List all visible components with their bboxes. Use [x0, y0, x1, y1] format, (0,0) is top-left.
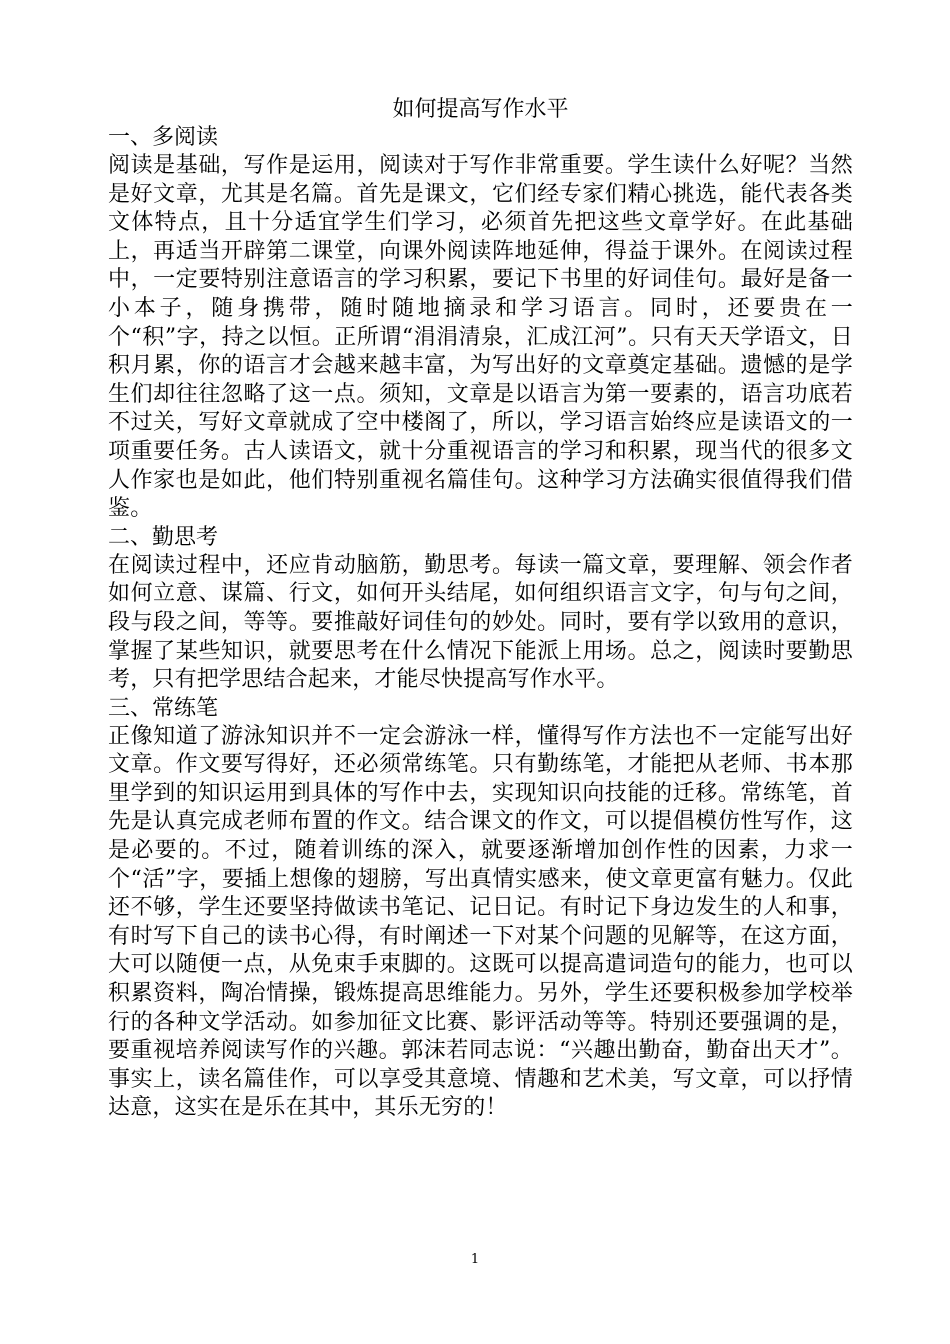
- page-number: 1: [470, 1252, 480, 1267]
- section-practice-writing: [108, 695, 853, 1123]
- document-page: [108, 96, 853, 1123]
- section-paragraph: 正像知道了游泳知识并不一定会游泳一样，懂得写作方法也不一定能写出好文章。作文要写得好，还必须常练笔。只有勤练笔，才能把从老师、书本那里学到的知识运用到具体的写作中去，实现知识向技能的迁移。常练笔，首先是认真完成老师布置的作文。结合课文的作文，可以提倡模仿性写作，这是必要的。不过，随着训练的深入，就要逐渐增加创作性的因素，力求一个“活”字，要插上想像的翅膀，写出真情实感来，使文章更富有魅力。仅此还不够，学生还要坚持做读书笔记、记日记。有时记下身边发生的人和事，有时写下自己的读书心得，有时阐述一下对某个问题的见解等，在这方面，大可以随便一点，从免束手束脚的。这既可以提高遣词造句的能力，也可以积累资料，陶冶情操，锻炼提高思维能力。另外，学生还要积极参加学校举行的各种文学活动。如参加征文比赛、影评活动等等。特别还要强调的是，要重视培养阅读写作的兴趣。郭沫若同志说：“兴趣出勤奋，勤奋出天才”。事实上，读名篇佳作，可以享受其意境、情趣和艺术美，写文章，可以抒情达意，这实在是乐在其中，其乐无穷的！: [108, 723, 853, 1121]
- section-heading: 二、勤思考: [108, 524, 219, 550]
- section-think-more: [108, 524, 853, 695]
- document-title: 如何提高写作水平: [392, 97, 569, 122]
- section-heading: 一、多阅读: [108, 125, 219, 150]
- section-paragraph: 阅读是基础，写作是运用，阅读对于写作非常重要。学生读什么好呢？当然是好文章，尤其是名篇。首先是课文，它们经专家们精心挑选，能代表各类文体特点，且十分适宜学生们学习，必须首先把这些文章学好。在此基础上，再适当开辟第二课堂，向课外阅读阵地延伸，得益于课外。在阅读过程中，一定要特别注意语言的学习积累，要记下书里的好词佳句。最好是备一小本子，随身携带，随时随地摘录和学习语言。同时，还要贵在一个“积”字，持之以恒。正所谓“涓涓清泉，汇成江河”。只有天天学语文，日积月累，你的语言才会越来越丰富，为写出好的文章奠定基础。遗憾的是学生们却往往忽略了这一点。须知，文章是以语言为第一要素的，语言功底若不过关，写好文章就成了空中楼阁了，所以，学习语言始终应是读语文的一项重要任务。古人读语文，就十分重视语言的学习和积累，现当代的很多文人作家也是如此，他们特别重视名篇佳句。这种学习方法确实很值得我们借鉴。: [108, 153, 853, 522]
- section-read-more: [108, 124, 853, 524]
- section-heading: 三、常练笔: [108, 695, 219, 721]
- section-paragraph: 在阅读过程中，还应肯动脑筋，勤思考。每读一篇文章，要理解、领会作者如何立意、谋篇、行文，如何开头结尾，如何组织语言文字，句与句之间，段与段之间，等等。要推敲好词佳句的妙处。同时，要有学以致用的意识，掌握了某些知识，就要思考在什么情况下能派上用场。总之，阅读时要勤思考，只有把学思结合起来，才能尽快提高写作水平。: [108, 552, 853, 693]
